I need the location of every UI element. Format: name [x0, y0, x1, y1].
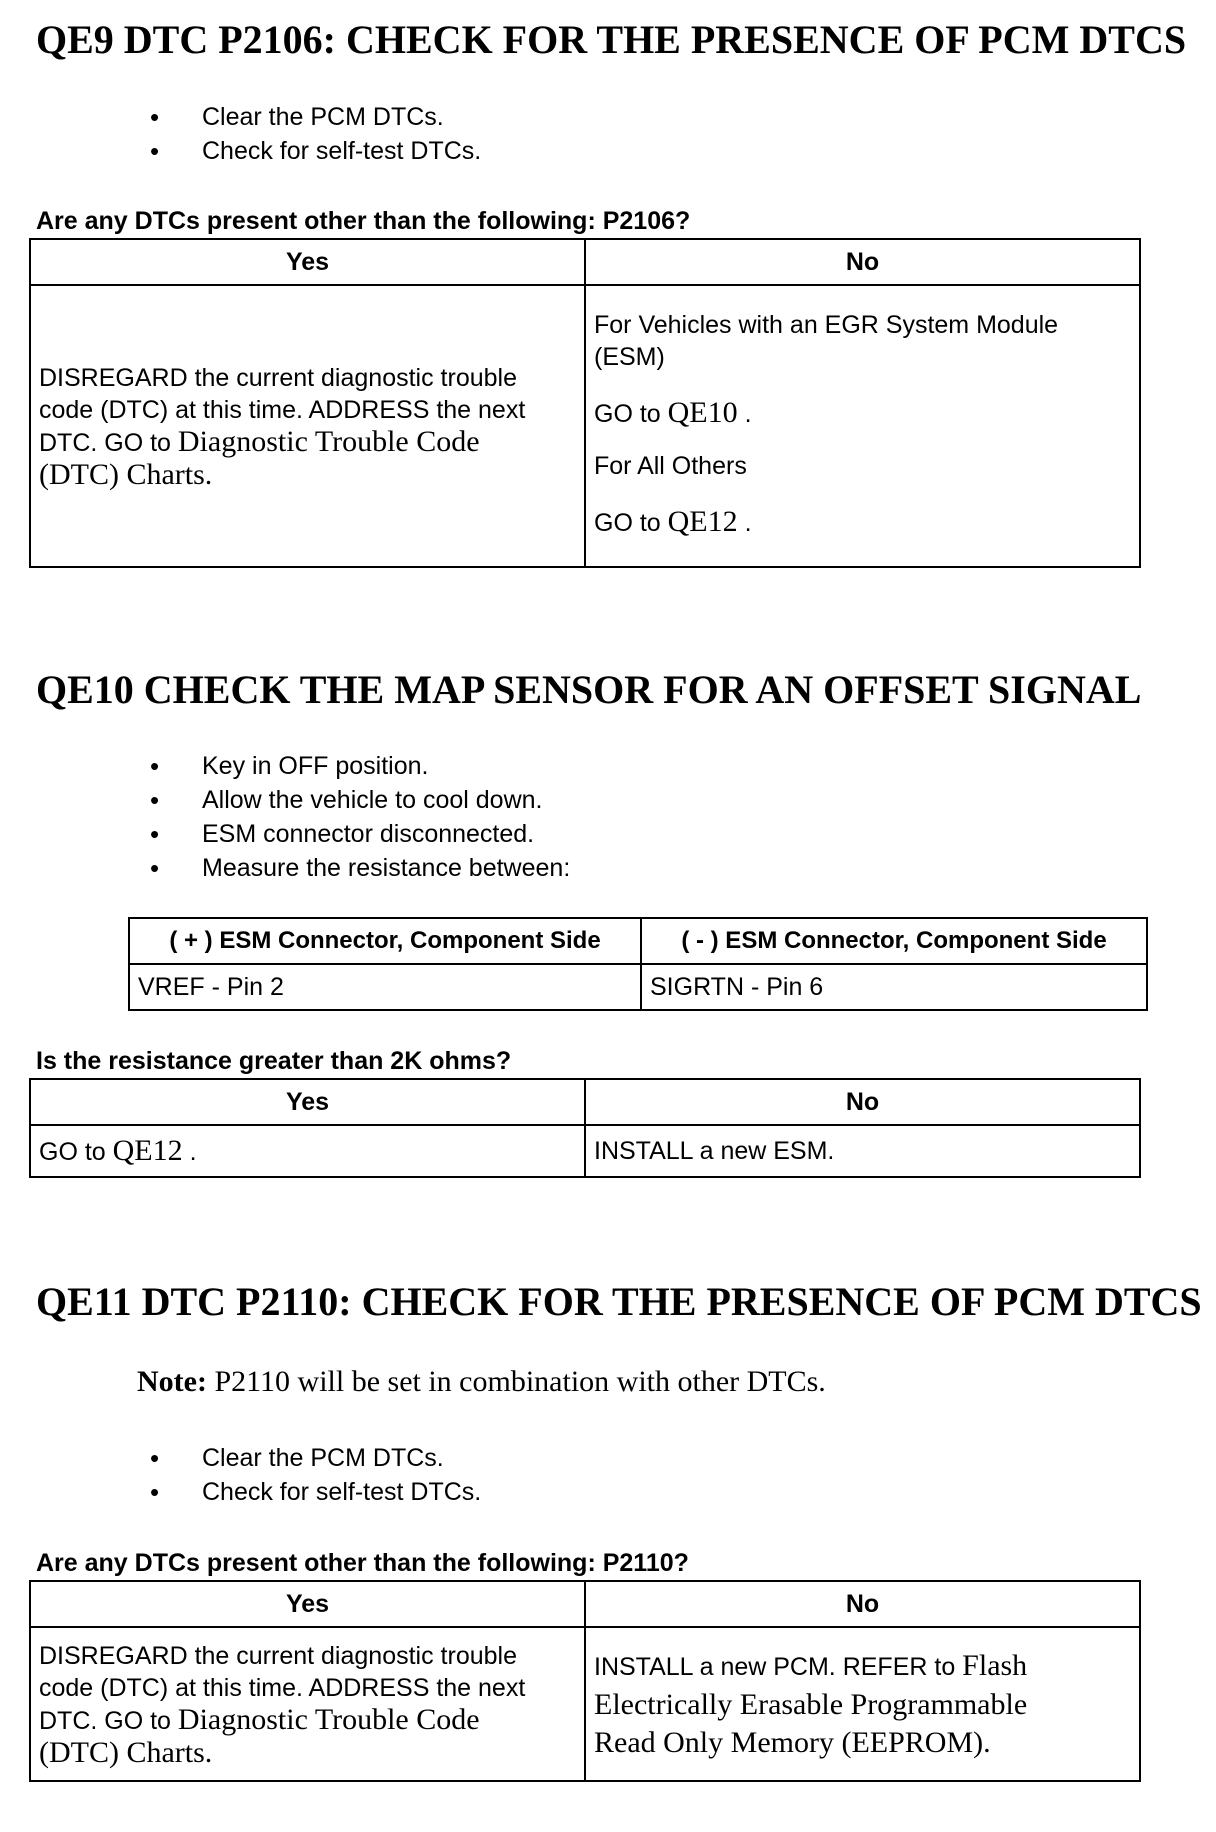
dtc-charts-link-cont[interactable]: (DTC) Charts.	[39, 1735, 213, 1769]
no-cell	[585, 1627, 1140, 1781]
cell-text: GO to	[594, 400, 668, 428]
qe11-heading: QE11 DTC P2110: CHECK FOR THE PRESENCE OF PCM DTCS	[36, 1279, 1202, 1324]
vref-pin-cell: VREF - Pin 2	[129, 964, 641, 1010]
cell-text: .	[737, 400, 752, 428]
yes-header: Yes	[30, 1079, 585, 1125]
cell-text: DISREGARD the current diagnostic trouble	[39, 1641, 517, 1670]
cell-text: code (DTC) at this time. ADDRESS the next	[39, 1673, 526, 1702]
goto-qe12-link[interactable]: QE12	[112, 1134, 183, 1167]
qe11-decision-table	[29, 1580, 1141, 1782]
note-text: P2110 will be set in combination with other DTCs.	[206, 1365, 826, 1398]
qe11-question: Are any DTCs present other than the following: P2110?	[36, 1549, 689, 1577]
no-cell: INSTALL a new ESM.	[585, 1125, 1140, 1177]
qe10-decision-table	[29, 1078, 1141, 1178]
qe11-note	[137, 1364, 826, 1400]
cell-text: DTC. GO to	[39, 1706, 178, 1735]
list-item: • Check for self-test DTCs.	[150, 1475, 481, 1509]
cell-text: .	[737, 509, 752, 537]
qe9-bullet-list	[150, 100, 481, 168]
yes-header: Yes	[30, 1581, 585, 1627]
yes-cell	[30, 285, 585, 567]
sigrtn-pin-cell: SIGRTN - Pin 6	[641, 964, 1147, 1010]
qe10-bullet-list	[150, 749, 570, 885]
note-label: Note:	[137, 1365, 207, 1398]
list-item: • ESM connector disconnected.	[150, 817, 570, 851]
list-item: • Key in OFF position.	[150, 749, 570, 783]
dtc-charts-link-cont[interactable]: (DTC) Charts.	[39, 457, 213, 491]
no-header: No	[585, 1079, 1140, 1125]
qe10-measure-table	[128, 917, 1148, 1011]
yes-header: Yes	[30, 239, 585, 285]
eeprom-flash-link-cont[interactable]: Electrically Erasable Programmable	[594, 1687, 1028, 1721]
cell-text: DTC. GO to	[39, 428, 178, 457]
cell-text: For Vehicles with an EGR System Module	[594, 311, 1059, 339]
yes-cell	[30, 1125, 585, 1177]
qe11-bullet-list	[150, 1441, 481, 1509]
cell-text: .	[182, 1138, 197, 1166]
no-cell	[585, 285, 1140, 567]
cell-text: GO to	[39, 1138, 113, 1166]
cell-text: DISREGARD the current diagnostic trouble	[39, 363, 517, 392]
cell-text: (ESM)	[594, 343, 665, 371]
cell-text: INSTALL a new PCM. REFER to	[594, 1652, 963, 1681]
cell-text: code (DTC) at this time. ADDRESS the next	[39, 395, 526, 424]
goto-qe10-link[interactable]: QE10	[667, 396, 738, 429]
plus-connector-header: ( + ) ESM Connector, Component Side	[129, 918, 641, 964]
cell-text: For All Others	[594, 452, 747, 480]
qe10-question: Is the resistance greater than 2K ohms?	[36, 1047, 512, 1075]
qe9-decision-table	[29, 238, 1141, 568]
minus-connector-header: ( - ) ESM Connector, Component Side	[641, 918, 1147, 964]
list-item: • Clear the PCM DTCs.	[150, 1441, 481, 1475]
dtc-charts-link[interactable]: Diagnostic Trouble Code	[177, 424, 480, 458]
no-header: No	[585, 1581, 1140, 1627]
goto-qe12-link[interactable]: QE12	[667, 505, 738, 538]
qe10-heading: QE10 CHECK THE MAP SENSOR FOR AN OFFSET SIGNAL	[36, 667, 1142, 712]
eeprom-flash-link[interactable]: Flash	[962, 1648, 1028, 1682]
eeprom-flash-link-cont[interactable]: Read Only Memory (EEPROM).	[594, 1725, 991, 1759]
list-item: • Check for self-test DTCs.	[150, 134, 481, 168]
qe9-heading: QE9 DTC P2106: CHECK FOR THE PRESENCE OF PCM DTCS	[36, 17, 1187, 62]
cell-text: GO to	[594, 509, 668, 537]
qe9-question: Are any DTCs present other than the following: P2106?	[36, 207, 691, 235]
dtc-charts-link[interactable]: Diagnostic Trouble Code	[177, 1702, 480, 1736]
list-item: • Clear the PCM DTCs.	[150, 100, 481, 134]
no-header: No	[585, 239, 1140, 285]
list-item: • Measure the resistance between:	[150, 851, 570, 885]
yes-cell	[30, 1627, 585, 1781]
list-item: • Allow the vehicle to cool down.	[150, 783, 570, 817]
